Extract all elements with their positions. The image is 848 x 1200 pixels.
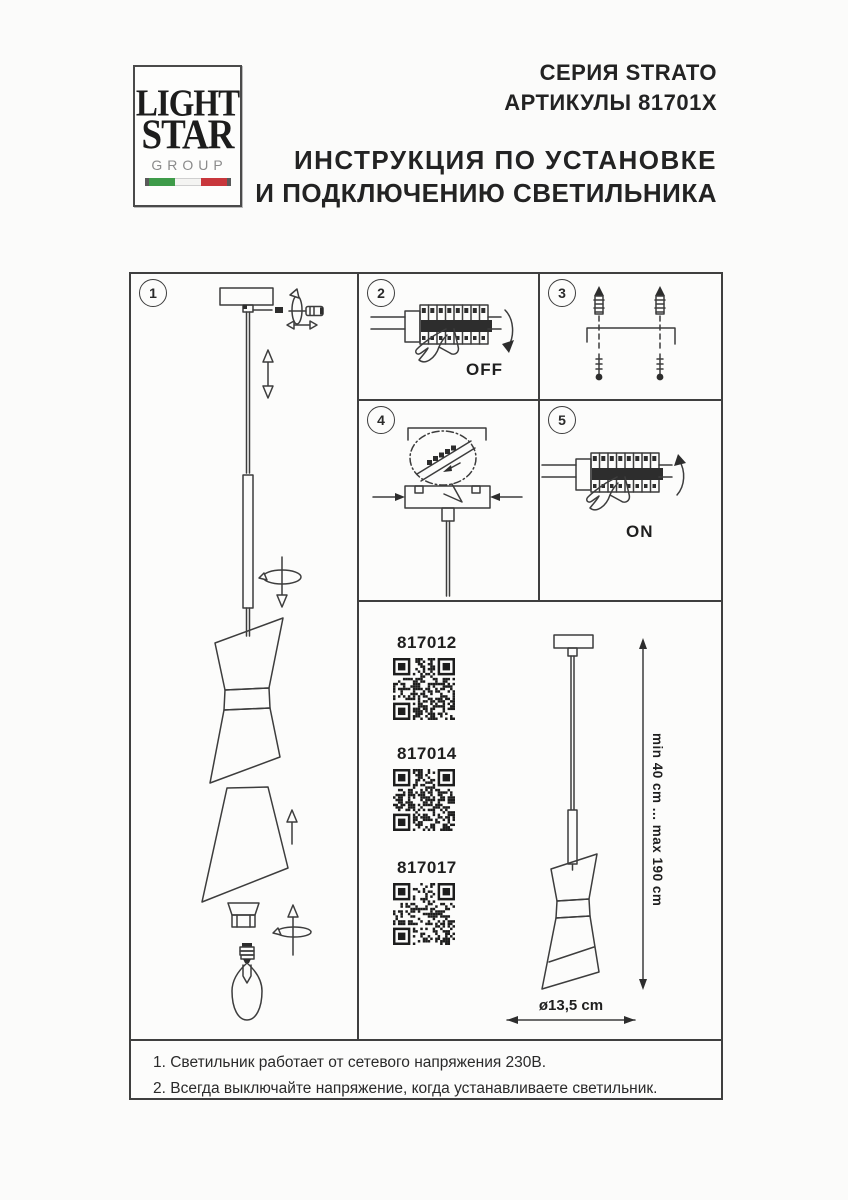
diameter-dimension: ø13,5 cm — [538, 997, 604, 1014]
document-header — [255, 58, 717, 210]
footnotes — [131, 1041, 721, 1098]
power-on-diagram — [540, 401, 719, 600]
circuit-breaker-icon — [371, 305, 501, 344]
terminal-callout-icon — [410, 431, 476, 502]
pendant-side-view — [542, 635, 599, 989]
mounting-bracket-icon — [587, 328, 675, 344]
push-in-arrows-icon — [373, 493, 522, 501]
height-dimension-line — [639, 638, 647, 990]
on-label: ON — [626, 522, 654, 541]
article-number: 817012 — [397, 633, 457, 652]
canopy-icon — [405, 486, 490, 596]
step-5-panel — [540, 401, 721, 602]
article-number: 817014 — [397, 744, 457, 763]
step-2-badge: 2 — [367, 279, 395, 307]
lower-shade-icon — [202, 787, 288, 902]
up-arrow-icon — [287, 810, 297, 844]
screw-icon — [596, 354, 603, 380]
flag-red — [201, 178, 227, 186]
hand-press-icon — [587, 477, 630, 510]
rotate-insert-arrow-icon — [259, 557, 301, 607]
pendant-dimensions-diagram — [359, 602, 721, 1037]
footnote-2: 2. Всегда выключайте напряжение, когда устанавливаете светильник. — [153, 1080, 658, 1097]
logo-word-light: LIGHT — [135, 83, 240, 125]
step-1-panel — [131, 274, 359, 1041]
article-number: 817017 — [397, 858, 457, 877]
instruction-title-line2: И ПОДКЛЮЧЕНИЮ СВЕТИЛЬНИКА — [255, 178, 717, 208]
step-5-badge: 5 — [548, 406, 576, 434]
flag-white — [175, 178, 201, 186]
italian-flag-stripe — [145, 178, 231, 186]
series-title: СЕРИЯ STRATO — [539, 60, 717, 85]
rotation-arrow-icon — [287, 289, 317, 329]
height-range-dimension: min 40 cm ... max 190 cm — [650, 732, 665, 907]
canopy-icon — [220, 288, 273, 312]
socket-ring-icon — [228, 903, 259, 927]
articles-dimensions-panel — [359, 602, 721, 1041]
pendant-assembly-diagram — [131, 274, 357, 1037]
wall-anchor-icon — [594, 286, 604, 314]
step-3-panel — [540, 274, 721, 401]
articles-title: АРТИКУЛЫ 81701X — [504, 90, 717, 115]
turn-off-arrow-icon — [502, 310, 514, 353]
step-3-badge: 3 — [548, 279, 576, 307]
logo-word-star: STAR — [141, 111, 234, 159]
off-label: OFF — [466, 360, 503, 379]
diameter-dimension-line — [507, 1016, 635, 1024]
power-off-diagram — [359, 274, 536, 397]
circuit-breaker-icon — [542, 453, 672, 492]
footnote-1: 1. Светильник работает от сетевого напряжения 230В. — [153, 1054, 547, 1071]
hand-press-icon — [416, 329, 459, 362]
wall-mounting-diagram — [540, 274, 719, 397]
screw-in-arrow-icon — [273, 905, 311, 955]
screwdriver-icon — [289, 307, 324, 316]
logo-word-group: GROUP — [151, 157, 228, 173]
step-2-panel — [359, 274, 540, 401]
alignment-dashes — [599, 316, 660, 352]
turn-on-arrow-icon — [674, 454, 686, 495]
upper-shade-icon — [210, 618, 283, 783]
wall-anchor-icon — [655, 286, 665, 314]
flag-green — [149, 178, 175, 186]
bulb-icon — [232, 943, 262, 1020]
step-4-panel — [359, 401, 540, 602]
screw-icon — [657, 354, 664, 380]
up-down-arrow-icon — [263, 350, 273, 398]
set-screw-icon — [253, 307, 283, 313]
step-4-badge: 4 — [367, 406, 395, 434]
step-1-badge: 1 — [139, 279, 167, 307]
suspension-rod-icon — [243, 312, 253, 636]
instruction-title-line1: ИНСТРУКЦИЯ ПО УСТАНОВКЕ — [293, 145, 717, 175]
instruction-grid — [129, 272, 723, 1100]
lightstar-logo — [133, 65, 242, 207]
canopy-fixing-diagram — [359, 401, 536, 598]
